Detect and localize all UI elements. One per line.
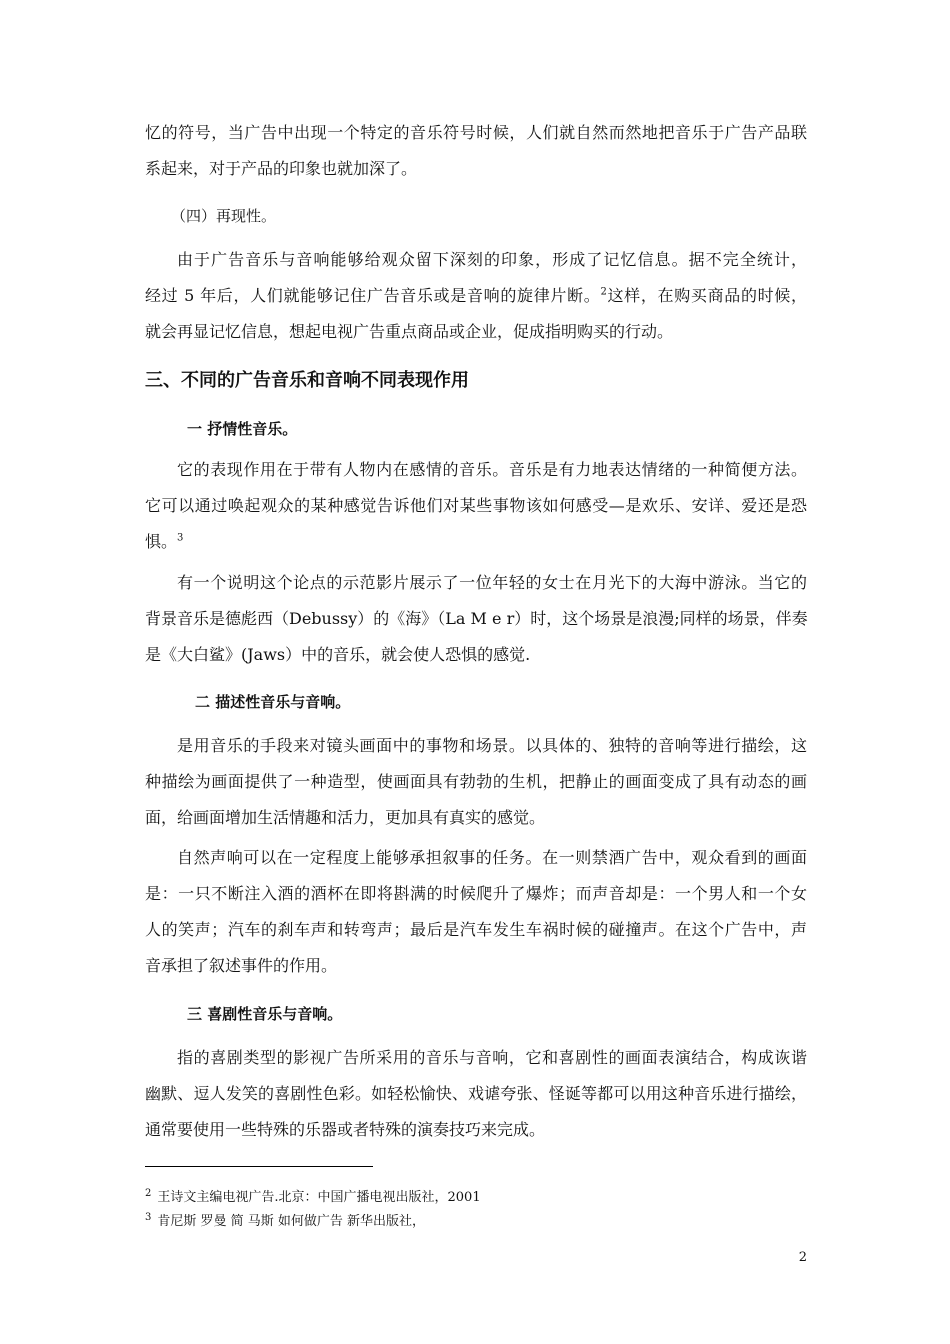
text-line: 音承担了叙述事件的作用。 [145,956,338,975]
paragraph-2 [145,242,807,350]
text-line: 它可以通过唤起观众的某种感觉告诉他们对某些事物该如何感受—是欢乐、安详、爱还是恐 [145,496,807,515]
paragraph-7 [145,1040,807,1148]
paragraph-5 [145,728,807,836]
text-line: 是《大白鲨》(Jaws）中的音乐，就会使人恐惧的感觉. [145,645,531,664]
page-number: 2 [798,1250,807,1265]
section-title: 三、不同的广告音乐和音响不同表现作用 [145,370,469,391]
paragraph-4 [145,565,807,673]
text-line: 它的表现作用在于带有人物内在感情的音乐。音乐是有力地表达情绪的一种简便方法。 [177,460,807,479]
text-line: 是：一只不断注入酒的酒杯在即将斟满的时候爬升了爆炸；而声音却是：一个男人和一个女 [145,884,807,903]
footnote-number: 2 [145,1187,152,1199]
footnote-separator [145,1166,373,1167]
text-line: 忆的符号，当广告中出现一个特定的音乐符号时候，人们就自然而然地把音乐于广告产品联 [145,123,807,142]
subheading-comedic: 三 喜剧性音乐与音响。 [187,1005,343,1023]
text-run: 经过 5 年后，人们就能够记住广告音乐或是音响的旋律片断。 [145,286,601,305]
footnote-text: 王诗文主编电视广告.北京：中国广播电视出版社，2001 [157,1190,481,1205]
text-run: 惧。 [145,532,178,551]
text-line: 幽默、逗人发笑的喜剧性色彩。如轻松愉快、戏谑夸张、怪诞等都可以用这种音乐进行描绘， [145,1084,807,1103]
text-line: 由于广告音乐与音响能够给观众留下深刻的印象，形成了记忆信息。据不完全统计， [177,250,807,269]
text-line: 有一个说明这个论点的示范影片展示了一位年轻的女士在月光下的大海中游泳。当它的 [177,573,807,592]
footnote-ref: 3 [177,532,184,544]
text-line: 背景音乐是德彪西（Debussy）的《海》（La M e r）时，这个场景是浪漫;同样的场景，伴奏 [145,609,808,628]
text-line: 面，给画面增加生活情趣和活力，更加具有真实的感觉。 [145,808,546,827]
footnote-text: 肯尼斯 罗曼 简 马斯 如何做广告 新华出版社， [157,1214,426,1229]
text-line: 就会再显记忆信息，想起电视广告重点商品或企业，促成指明购买的行动。 [145,322,674,341]
paragraph-6 [145,840,807,984]
text-run: 这样，在购买商品的时候， [606,286,807,305]
footnote-number: 3 [145,1211,152,1223]
text-line: 人的笑声；汽车的刹车声和转弯声；最后是汽车发生车祸时候的碰撞声。在这个广告中，声 [145,920,807,939]
footnote-ref: 2 [600,286,607,298]
text-line: 系起来，对于产品的印象也就加深了。 [145,159,418,178]
paragraph-3 [145,452,807,560]
subheading-lyrical: 一 抒情性音乐。 [187,420,298,438]
text-line: 通常要使用一些特殊的乐器或者特殊的演奏技巧来完成。 [145,1120,546,1139]
text-line: 种描绘为画面提供了一种造型，使画面具有勃勃的生机，把静止的画面变成了具有动态的画 [145,772,807,791]
footnote-item [145,1210,425,1229]
text-line: 是用音乐的手段来对镜头画面中的事物和场景。以具体的、独特的音响等进行描绘，这 [177,736,807,755]
paragraph-1 [145,115,807,187]
subheading-descriptive: 二 描述性音乐与音响。 [195,693,351,711]
subheading-reappearance: （四）再现性。 [171,207,277,225]
text-line [145,524,807,560]
text-line: 自然声响可以在一定程度上能够承担叙事的任务。在一则禁酒广告中，观众看到的画面 [177,848,807,867]
footnote-item [145,1186,481,1205]
text-line: 指的喜剧类型的影视广告所采用的音乐与音响，它和喜剧性的画面表演结合，构成诙谐 [177,1048,807,1067]
text-line [145,278,807,314]
